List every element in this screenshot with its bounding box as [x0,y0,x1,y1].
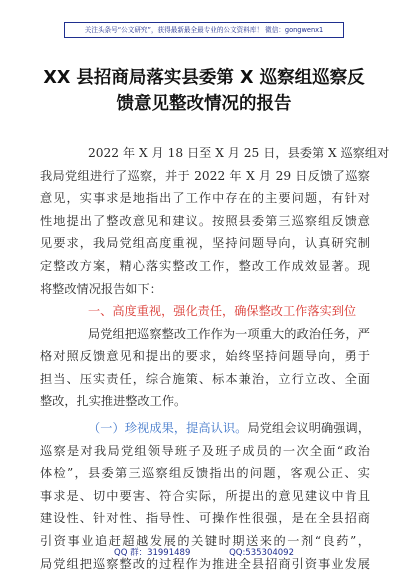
text-line: 建设性、针对性、指导性、可操作性很强，是在全县招商 [40,511,370,526]
text-fragment: 局党组会议明确强调， [247,421,371,435]
text-line: 体检”，县委第三巡察组反馈指出的问题，客观公正、实 [40,466,370,481]
qq-group-text: QQ 群：31991489 [114,548,191,558]
text-line: 事求是、切中要害、符合实际，所提出的意见建议中肯且 [40,488,370,503]
text-line: 性地提出了整改意见和建议。按照县委第三巡察组反馈意 [40,213,370,228]
text-line: 我局党组进行了巡察，并于 2022 年 X 月 29 日反馈了巡察 [40,168,370,183]
text-line: 巡察是对我局党组领导班子及班子成员的一次全面“政治 [40,443,370,458]
text-line: 将整改情况报告如下： [40,281,162,296]
document-title-line-1: XX 县招商局落实县委第 X 巡察组巡察反 [43,68,365,88]
text-line: 定整改方案，精心落实整改工作，整改工作成效显著。现 [40,258,370,273]
text-line: 2022 年 X 月 18 日至 X 月 25 日，县委第 X 巡察组对 [88,146,390,160]
text-line: 引资事业追赶超越发展的关键时期送来的一剂“良药”， [40,533,370,548]
section-heading: 一、高度重视，强化责任，确保整改工作落实到位 [88,304,357,318]
intro-paragraph [40,142,390,300]
qq-text: QQ:535304092 [229,548,294,558]
page-footer [0,546,408,558]
section-1 [40,300,370,413]
text-line: 整改，扎实推进整改工作。 [40,394,187,409]
text-line: 格对照反馈意见和提出的要求，始终坚持问题导向，勇于 [40,349,370,364]
text-line: 见要求，我局党组高度重视，坚持问题导向，认真研究制 [40,236,370,251]
header-banner: 关注头条号“公文研究”，获得最新最全最专业的公文资料库！ 微信：gongwenx1 [64,22,344,38]
subsection-first-line [40,417,370,440]
text-line: 局党组把巡察整改的过程作为推进全县招商引资事业发展 [40,556,370,571]
text-line: 意见，实事求是地指出了工作中存在的主要问题，有针对 [40,191,370,206]
text-line: 局党组把巡察整改工作作为一项重大的政治任务，严 [88,326,370,341]
subsection-heading: （一）珍视成果，提高认识。 [88,421,248,435]
text-line: 担当、压实责任，综合施策、标本兼治，立行立改、全面 [40,371,370,386]
document-title-line-2: 馈意见整改情况的报告 [116,94,292,114]
